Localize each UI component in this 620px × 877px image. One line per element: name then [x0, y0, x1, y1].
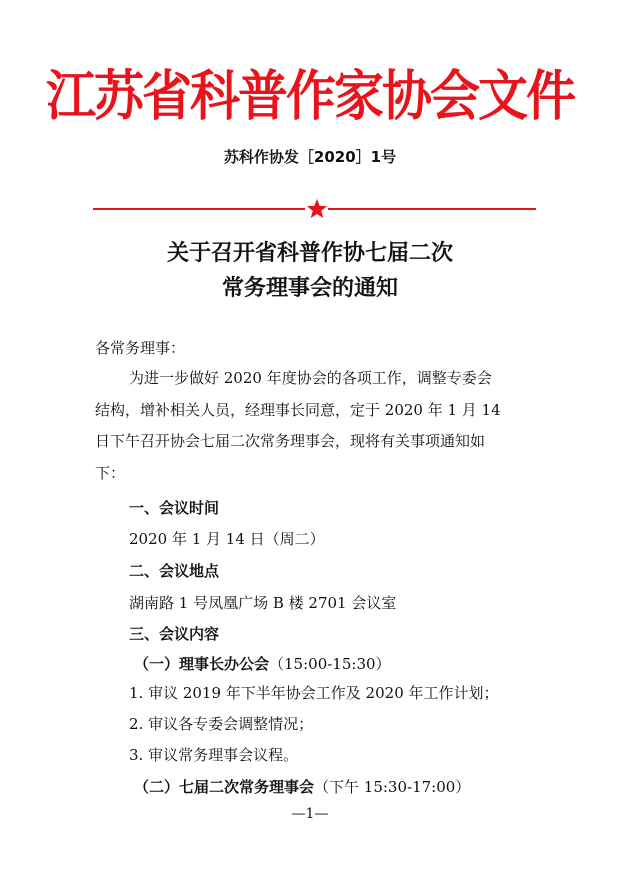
notice-title-line2: 常务理事会的通知 — [221, 275, 398, 301]
subsection-1-label: （一）理事长办公会 — [134, 655, 270, 673]
paragraph-line: 日下午召开协会七届二次常务理事会，现将有关事项通知如 — [95, 432, 486, 450]
paragraph-line: 为进一步做好 2020 年度协会的各项工作，调整专委会 — [129, 369, 492, 387]
star-icon — [306, 198, 328, 220]
paragraph-line: 结构，增补相关人员，经理事长同意，定于 2020 年 1 月 14 — [95, 401, 501, 419]
divider-left — [93, 208, 305, 210]
agenda-item: 2. 审议各专委会调整情况； — [129, 715, 314, 733]
subsection-2 — [134, 776, 470, 797]
section-heading-location: 二、会议地点 — [129, 562, 220, 580]
subsection-1 — [134, 653, 391, 674]
agenda-item: 3. 审议常务理事会议程。 — [129, 746, 299, 764]
masthead-title: 江苏省科普作家协会文件 — [46, 64, 574, 128]
paragraph-line: 下： — [95, 464, 126, 482]
meeting-date: 2020 年 1 月 14 日（周二） — [129, 530, 325, 548]
divider-right — [328, 208, 536, 210]
subsection-1-time: （15:00-15:30） — [269, 655, 391, 673]
notice-title-line1: 关于召开省科普作协七届二次 — [166, 240, 453, 266]
section-heading-time: 一、会议时间 — [129, 499, 220, 517]
subsection-2-label: （二）七届二次常务理事会 — [134, 778, 315, 796]
section-heading-content: 三、会议内容 — [129, 625, 220, 643]
agenda-item: 1. 审议 2019 年下半年协会工作及 2020 年工作计划； — [129, 684, 499, 702]
meeting-location: 湖南路 1 号凤凰广场 B 楼 2701 会议室 — [129, 594, 397, 612]
subsection-2-time: （下午 15:30-17:00） — [314, 778, 471, 796]
salutation: 各常务理事： — [95, 339, 186, 357]
page-number: —1— — [291, 806, 329, 822]
document-number: 苏科作协发［2020］1号 — [223, 148, 397, 166]
